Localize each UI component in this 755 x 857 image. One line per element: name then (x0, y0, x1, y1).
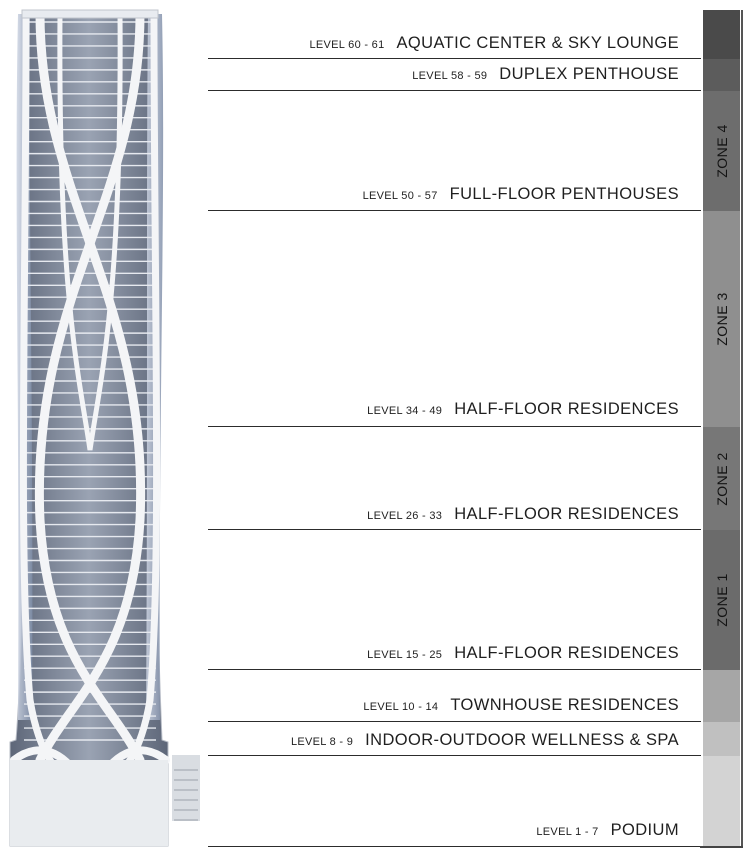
section-label-duplex-penthouse (412, 66, 679, 83)
section-title: HALF-FLOOR RESIDENCES (454, 400, 679, 418)
zone-bar-podium (703, 756, 740, 846)
level-range: LEVEL 10 - 14 (363, 701, 439, 713)
zone-label-text: ZONE 4 (713, 124, 730, 178)
section-title: PODIUM (610, 821, 679, 839)
tower-podium (10, 755, 200, 846)
divider-line (208, 755, 701, 756)
section-label-full-floor-penthouses (363, 186, 679, 203)
section-title: TOWNHOUSE RESIDENCES (450, 696, 679, 714)
section-label-townhouse (363, 697, 679, 714)
section-label-podium (536, 822, 679, 839)
divider-line (208, 846, 701, 847)
zone-label-text: ZONE 3 (713, 292, 730, 346)
divider-line (208, 669, 701, 670)
level-range: LEVEL 58 - 59 (412, 70, 488, 82)
tower-crown (22, 10, 158, 18)
divider-line (208, 210, 701, 211)
frame-shadow-right (741, 10, 743, 846)
section-label-half-floor-26-33 (367, 506, 679, 523)
zone-bar-duplex (703, 59, 740, 91)
section-title: HALF-FLOOR RESIDENCES (454, 644, 679, 662)
section-label-aquatic-center (309, 35, 679, 52)
divider-line (208, 90, 701, 91)
section-title: DUPLEX PENTHOUSE (499, 65, 679, 83)
zone-bar-top (703, 10, 740, 59)
section-title: INDOOR-OUTDOOR WELLNESS & SPA (365, 731, 679, 749)
section-title: AQUATIC CENTER & SKY LOUNGE (396, 34, 679, 52)
level-range: LEVEL 15 - 25 (367, 649, 443, 661)
zone-2-label (703, 427, 740, 530)
section-label-half-floor-15-25 (367, 645, 679, 662)
zone-3-label (703, 211, 740, 427)
level-range: LEVEL 8 - 9 (290, 736, 354, 748)
zone-bar-townhouse (703, 670, 740, 722)
divider-line (208, 721, 701, 722)
divider-line (208, 529, 701, 530)
zone-4-label (703, 91, 740, 211)
divider-line (208, 58, 701, 59)
level-range: LEVEL 26 - 33 (367, 510, 443, 522)
zone-1-label (703, 530, 740, 670)
tower-illustration (0, 0, 206, 857)
tower-floor-lines (24, 22, 156, 740)
level-range: LEVEL 1 - 7 (536, 826, 599, 838)
section-label-half-floor-34-49 (367, 401, 679, 418)
level-range: LEVEL 34 - 49 (367, 405, 443, 417)
section-title: HALF-FLOOR RESIDENCES (454, 505, 679, 523)
zone-bar-spa (703, 722, 740, 756)
zone-label-text: ZONE 1 (713, 573, 730, 627)
frame-shadow-bottom (700, 846, 743, 848)
divider-line (208, 426, 701, 427)
section-title: FULL-FLOOR PENTHOUSES (449, 185, 679, 203)
zone-label-text: ZONE 2 (713, 451, 730, 506)
section-label-wellness-spa (291, 732, 679, 749)
level-range: LEVEL 60 - 61 (309, 39, 385, 51)
level-range: LEVEL 50 - 57 (362, 190, 438, 202)
